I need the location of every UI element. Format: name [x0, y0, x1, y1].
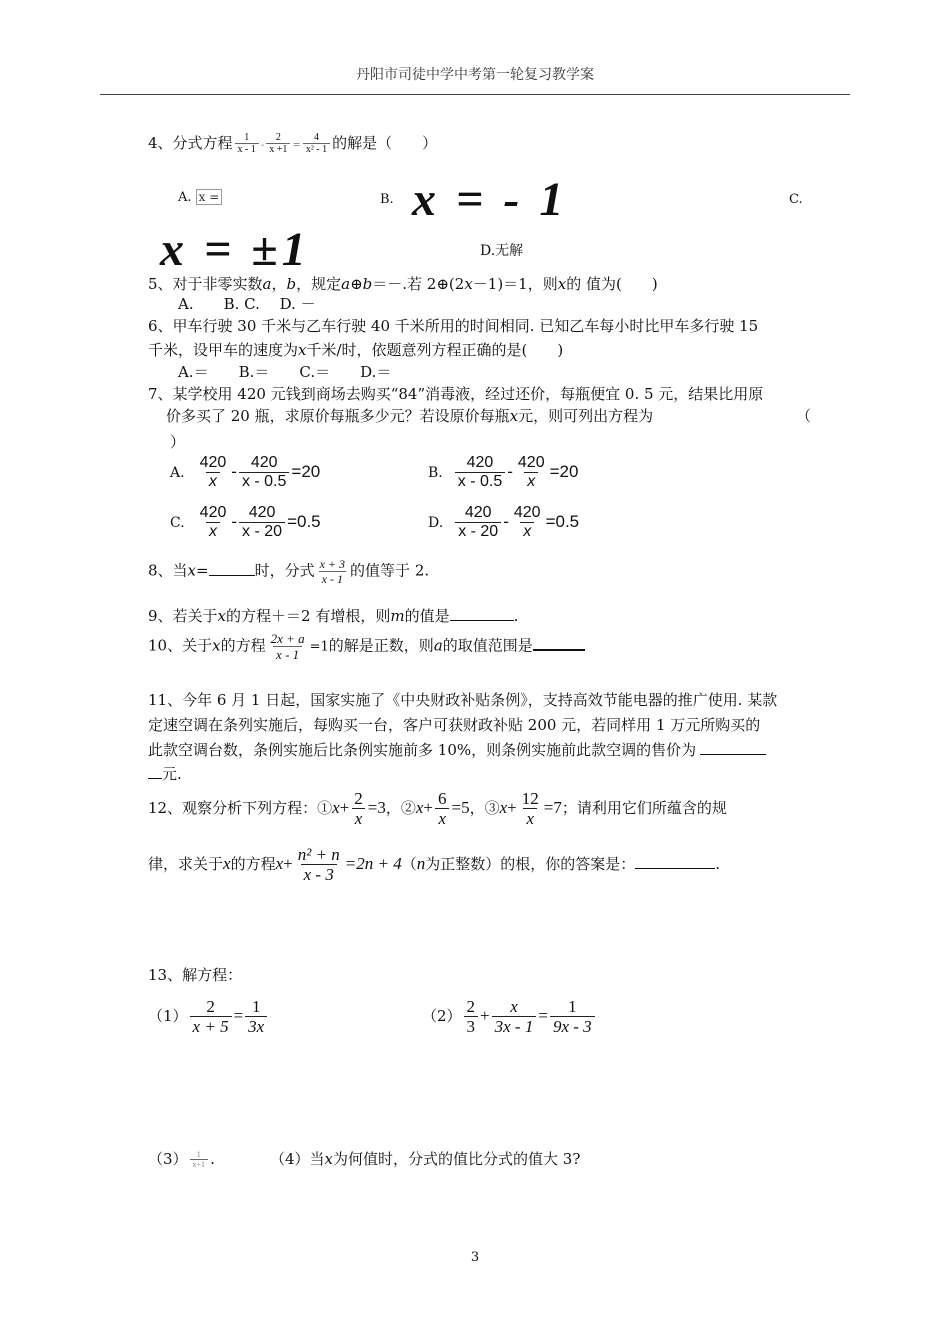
q12-e3-x: x: [499, 797, 508, 817]
q4-a-value: x =: [196, 189, 223, 205]
q7-option-d: [428, 505, 579, 541]
q10-var-a: a: [433, 636, 443, 655]
q12-e2-num: 6: [437, 789, 447, 808]
question-10: [148, 632, 585, 661]
q10-var: x: [212, 636, 221, 655]
q10-eq: =1: [309, 639, 329, 655]
q11-blank-a[interactable]: [700, 754, 766, 755]
q12-e1-den: x: [352, 808, 366, 828]
q5-text-d: －1)＝1，则: [472, 275, 558, 293]
q13-p1-d2: 3x: [245, 1016, 267, 1036]
q13-p1-label: （1）: [148, 1006, 188, 1025]
q5-var-x2: x: [557, 275, 567, 293]
q7-a-label: A.: [170, 464, 185, 481]
q10-blank[interactable]: [533, 649, 585, 651]
q12-paren-b: 为正整数）的根，你的答案是：: [425, 854, 636, 873]
q7-c-label: C.: [170, 514, 185, 531]
q9-suffix: 的值是: [404, 607, 450, 625]
q7-line-2: [166, 404, 653, 429]
q4-option-a: [178, 190, 222, 205]
q11-line-3-text: 此款空调台数，条例实施后比条例实施前多 10%，则条例实施前此款空调的售价为: [148, 741, 697, 759]
q13-p3-den: x+1: [190, 1159, 209, 1169]
q7-c-op: -: [231, 511, 238, 531]
q13-part-3: [148, 1148, 215, 1169]
q11-line-4: [148, 762, 182, 787]
q12-e2-den: x: [435, 808, 449, 828]
q6-options: A.＝ B.＝ C.＝ D.＝: [178, 363, 392, 381]
q7-b-d2: x: [524, 472, 538, 491]
q12-eq-x: x: [275, 853, 284, 873]
q4-suffix: 的解是（ ）: [332, 134, 438, 152]
q8-blank[interactable]: [209, 575, 255, 576]
q12-sep3: ，③: [469, 798, 500, 817]
q8-mid: 时，分式: [254, 561, 315, 580]
q12-e1-x: x: [332, 797, 340, 817]
q13-p3-label: （3）: [148, 1150, 188, 1168]
q7-var: x: [509, 407, 519, 425]
q8-eq: =: [196, 561, 209, 580]
question-8: [148, 558, 429, 585]
q4-f3-num: 4: [313, 131, 319, 143]
q7-b-d1: x - 0.5: [455, 472, 505, 491]
q5-var-a: a: [262, 275, 272, 293]
q13-p3-end: .: [210, 1150, 215, 1168]
q12-sep2: ，②: [385, 798, 416, 817]
q7-c-n1: 420: [199, 504, 227, 521]
q4-f1-den: x - 1: [235, 143, 259, 156]
q12-var-n: n: [416, 853, 426, 873]
question-9: [148, 604, 518, 629]
q12-eq-rhs: =2n + 4: [344, 853, 402, 873]
q11-blank-b[interactable]: [148, 778, 162, 779]
q7-a-d1: x: [206, 472, 220, 491]
q4-option-b-label: B.: [380, 192, 394, 207]
q7-option-a: [170, 455, 320, 491]
q12-blank[interactable]: [635, 868, 715, 869]
q4-a-label: A.: [178, 190, 192, 205]
q12-eq-num: n² + n: [297, 845, 340, 864]
q5-text: 5、对于非零实数: [148, 275, 263, 293]
q4-fraction-2: [266, 133, 290, 156]
q11-line-4-text: 元.: [162, 765, 182, 783]
q5-text-e: 的 值为( ): [566, 275, 658, 293]
q4-fraction-3: [303, 133, 330, 156]
q12-paren-a: （: [401, 854, 417, 873]
q12-e1-num: 2: [354, 789, 363, 808]
q6-text-a: 千米，设甲车的速度为: [148, 341, 299, 359]
q9-end: .: [513, 607, 519, 625]
q4-option-c-label: C.: [789, 192, 803, 207]
q12-e3-den: x: [523, 808, 537, 828]
q8-suffix: 的值等于 2.: [350, 561, 430, 580]
q7-d-label: D.: [428, 514, 444, 531]
q7-c-n2: 420: [248, 504, 276, 521]
q13-p2-d2: 3x - 1: [492, 1016, 537, 1036]
q8-var: x: [187, 561, 197, 580]
q8-num: x + 3: [319, 557, 346, 571]
q10-mid: 的方程: [220, 636, 266, 655]
q7-d-d1: x - 20: [455, 522, 501, 541]
q11-line-2: 定速空调在条列实施后，每购买一台，客户可获财政补贴 200 元，若同样用 1 万元所购买的: [148, 716, 761, 734]
q13-p1-n1: 2: [206, 997, 215, 1016]
q5-var-b: b: [286, 275, 297, 293]
q13-p2-plus: +: [480, 1005, 490, 1025]
q7-b-n2: 420: [517, 454, 545, 471]
q13-p2-label: （2）: [422, 1006, 462, 1025]
q13-p3-num: 1: [196, 1149, 201, 1159]
q4-fraction-1: [235, 133, 259, 156]
q5-options: A. B. C. D. －: [178, 295, 316, 313]
q7-a-op: -: [231, 461, 237, 481]
q7-a-n1: 420: [199, 454, 227, 471]
q7-b-rhs: =20: [549, 461, 579, 481]
q10-mid2: 的解是正数，则: [328, 636, 434, 655]
q7-a-n2: 420: [250, 454, 278, 471]
q13-part-4: [270, 1148, 580, 1169]
q12-eq-plus: +: [283, 853, 293, 873]
q4-option-d: D.无解: [480, 243, 524, 259]
q11-line-1: 11、今年 6 月 1 日起，国家实施了《中央财政补贴条例》，支持高效节能电器的推广使用. 某款: [148, 691, 778, 709]
q11-line-3: [148, 738, 766, 763]
q7-a-d2: x - 0.5: [239, 472, 289, 491]
q12-e2-rhs: =5: [451, 797, 470, 817]
q13-title: 13、解方程：: [148, 966, 243, 984]
q5-comma: ，: [271, 275, 287, 293]
q9-mid: 的方程＋＝2 有增根，则: [226, 607, 391, 625]
q7-paren-close: ）: [170, 433, 186, 451]
q6-line-1: 6、甲车行驶 30 千米与乙车行驶 40 千米所用的时间相同. 已知乙车每小时比甲车多行驶 15: [148, 317, 759, 335]
q7-d-n1: 420: [464, 504, 492, 521]
q13-p2-eq: =: [538, 1005, 548, 1025]
q7-text-b: 元，则可列出方程为: [518, 407, 654, 425]
q13-p1-eq: =: [233, 1005, 244, 1025]
q12-prefix: 12、观察分析下列方程：①: [148, 798, 333, 817]
q6-var: x: [298, 341, 307, 359]
q4-f2-num: 2: [275, 131, 281, 143]
q12-eq-den: x - 3: [301, 864, 337, 884]
q5-text-b: ，规定: [296, 275, 342, 293]
q4-option-c-value: x = ±1: [160, 223, 310, 276]
q13-part-2: [422, 998, 597, 1036]
q5-expr: a⊕b: [341, 275, 373, 293]
q7-paren-open: （: [796, 407, 812, 425]
question-4: [148, 132, 437, 156]
q9-var-m: m: [390, 607, 405, 625]
q13-p1-d1: x + 5: [190, 1016, 232, 1036]
q4-f1-num: 1: [244, 131, 250, 143]
q13-p2-n3: 1: [568, 997, 577, 1016]
q13-p2-d1: 3: [464, 1016, 479, 1036]
q12-suffix: ；请利用它们所蕴含的规: [561, 798, 727, 817]
q8-prefix: 8、当: [148, 561, 188, 580]
q10-prefix: 10、关于: [148, 636, 213, 655]
q4-op: -: [260, 140, 265, 151]
q13-p1-n2: 1: [251, 997, 261, 1016]
q9-blank[interactable]: [450, 620, 514, 621]
q12-e2-plus: +: [423, 797, 433, 817]
q10-suffix: 的取值范围是: [442, 636, 533, 655]
q13-part-1: [148, 998, 269, 1036]
q7-a-rhs: =20: [291, 461, 321, 481]
q12-text-a: 律，求关于: [148, 854, 224, 873]
q12-e3-num: 12: [521, 789, 539, 808]
q4-option-b-value: x = - 1: [412, 173, 568, 226]
q7-b-label: B.: [428, 464, 443, 481]
q9-var: x: [217, 607, 227, 625]
q12-e1-plus: +: [339, 797, 350, 817]
q4-f2-den: x +1: [266, 143, 290, 156]
q10-num: 2x + a: [270, 631, 305, 646]
q5-text-c: ＝－.若 2⊕(2: [372, 275, 465, 293]
q4-f3-den: x² - 1: [303, 143, 330, 156]
q13-p4-label: （4）当: [270, 1150, 325, 1168]
q7-b-op: -: [507, 461, 513, 481]
q4-eq: =: [292, 140, 301, 151]
q12-var: x: [223, 853, 231, 873]
q13-p4-var: x: [324, 1150, 334, 1168]
q10-den: x - 1: [273, 646, 302, 662]
page-header: 丹阳市司徒中学中考第一轮复习教学案: [100, 64, 850, 95]
q7-d-d2: x: [520, 522, 534, 541]
q13-p2-d3: 9x - 3: [550, 1016, 595, 1036]
q12-e3-plus: +: [507, 797, 517, 817]
q13-p2-n1: 2: [466, 997, 476, 1016]
q7-c-rhs: =0.5: [287, 511, 321, 531]
q12-line-1: [148, 790, 727, 828]
q9-prefix: 9、若关于: [148, 607, 218, 625]
q7-c-d1: x: [206, 522, 220, 541]
q6-text-b: 千米/时，依题意列方程正确的是( ): [306, 341, 564, 359]
q13-p2-n2: x: [510, 997, 518, 1016]
q7-d-n2: 420: [513, 504, 541, 521]
q12-end: .: [715, 854, 721, 873]
q7-b-n1: 420: [466, 454, 494, 471]
q7-line-1: 7、某学校用 420 元钱到商场去购买“84”消毒液，经过还价，每瓶便宜 0. 5 元，结果比用原: [148, 385, 764, 403]
q12-line-2: [148, 846, 720, 884]
q12-e2-x: x: [415, 797, 424, 817]
q7-c-d2: x - 20: [239, 522, 285, 541]
q4-prefix: 4、分式方程: [148, 134, 233, 152]
q12-text-b: 的方程: [230, 854, 276, 873]
q7-option-c: [170, 505, 321, 541]
q8-den: x - 1: [319, 571, 346, 586]
q7-d-op: -: [503, 511, 509, 531]
q13-p4-text: 为何值时，分式的值比分式的值大 3?: [333, 1150, 581, 1168]
q7-d-rhs: =0.5: [545, 511, 580, 531]
page-number: 3: [470, 1250, 480, 1265]
q12-e3-rhs: =7: [543, 797, 562, 817]
q5-var-x: x: [464, 275, 473, 293]
q7-option-b: [428, 455, 578, 491]
q7-text-a: 价多买了 20 瓶，求原价每瓶多少元？若设原价每瓶: [166, 407, 510, 425]
q12-e1-rhs: =3: [367, 797, 386, 817]
